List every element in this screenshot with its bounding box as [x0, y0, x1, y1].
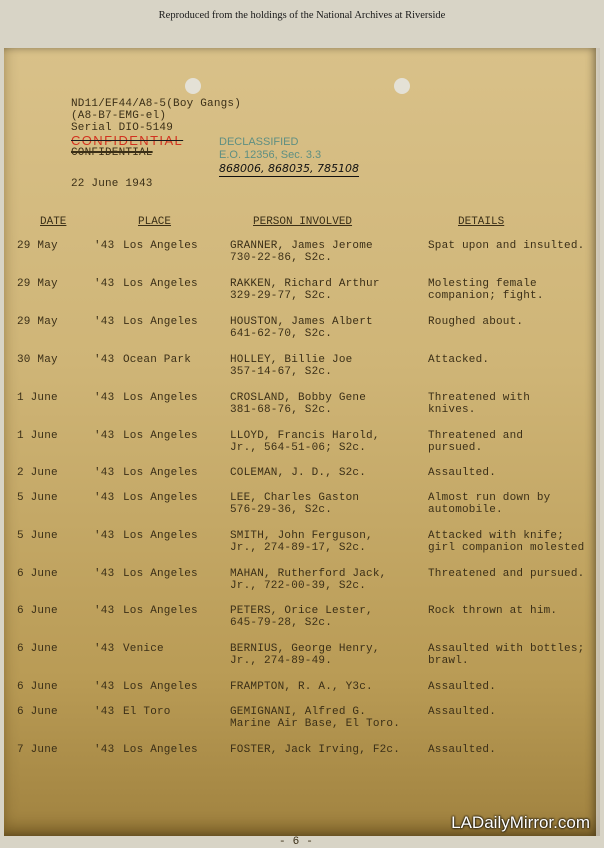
- column-header-details: DETAILS: [458, 216, 505, 228]
- row-person: Jr., 274-89-49.: [230, 655, 333, 667]
- row-year: '43: [94, 530, 115, 542]
- row-year: '43: [94, 744, 115, 756]
- row-place: Los Angeles: [123, 278, 198, 290]
- row-place: Los Angeles: [123, 568, 198, 580]
- row-details: girl companion molested: [428, 542, 585, 554]
- row-date: 5 June: [17, 492, 58, 504]
- declassified-label: DECLASSIFIED: [219, 136, 299, 148]
- row-date: 6 June: [17, 681, 58, 693]
- classification-typed: CONFIDENTIAL: [71, 147, 153, 159]
- row-person: BERNIUS, George Henry,: [230, 643, 380, 655]
- row-date: 2 June: [17, 467, 58, 479]
- row-date: 6 June: [17, 643, 58, 655]
- row-date: 5 June: [17, 530, 58, 542]
- row-details: Assaulted.: [428, 744, 497, 756]
- column-header-date: DATE: [40, 216, 67, 228]
- row-year: '43: [94, 643, 115, 655]
- document-page: [4, 48, 600, 848]
- page-number: - 6 -: [279, 836, 314, 848]
- row-place: Los Angeles: [123, 316, 198, 328]
- row-place: Los Angeles: [123, 392, 198, 404]
- row-details: Molesting female: [428, 278, 537, 290]
- row-person: Jr., 564-51-06; S2c.: [230, 442, 367, 454]
- row-person: Marine Air Base, El Toro.: [230, 718, 401, 730]
- row-year: '43: [94, 605, 115, 617]
- row-person: GEMIGNANI, Alfred G.: [230, 706, 367, 718]
- row-year: '43: [94, 492, 115, 504]
- row-person: 641-62-70, S2c.: [230, 328, 333, 340]
- row-person: COLEMAN, J. D., S2c.: [230, 467, 367, 479]
- row-details: knives.: [428, 404, 476, 416]
- executive-order: E.O. 12356, Sec. 3.3: [219, 149, 322, 161]
- serial-number: Serial DIO-5149: [71, 122, 174, 134]
- row-date: 29 May: [17, 316, 58, 328]
- row-place: Los Angeles: [123, 240, 198, 252]
- handwritten-numbers: 868006, 868035, 785108: [219, 162, 359, 175]
- row-person: LEE, Charles Gaston: [230, 492, 360, 504]
- row-date: 29 May: [17, 240, 58, 252]
- row-details: Assaulted.: [428, 706, 497, 718]
- row-date: 30 May: [17, 354, 58, 366]
- row-person: FOSTER, Jack Irving, F2c.: [230, 744, 401, 756]
- row-place: Los Angeles: [123, 605, 198, 617]
- row-person: 357-14-67, S2c.: [230, 366, 333, 378]
- row-date: 6 June: [17, 568, 58, 580]
- row-details: pursued.: [428, 442, 483, 454]
- row-year: '43: [94, 681, 115, 693]
- row-place: Los Angeles: [123, 492, 198, 504]
- row-details: Attacked with knife;: [428, 530, 565, 542]
- row-year: '43: [94, 354, 115, 366]
- row-person: MAHAN, Rutherford Jack,: [230, 568, 387, 580]
- row-details: Assaulted.: [428, 681, 497, 693]
- row-place: Los Angeles: [123, 530, 198, 542]
- punch-hole: [394, 78, 410, 94]
- row-person: 329-29-77, S2c.: [230, 290, 333, 302]
- row-person: SMITH, John Ferguson,: [230, 530, 373, 542]
- row-place: Los Angeles: [123, 744, 198, 756]
- row-date: 6 June: [17, 605, 58, 617]
- row-year: '43: [94, 568, 115, 580]
- row-year: '43: [94, 430, 115, 442]
- row-person: HOLLEY, Billie Joe: [230, 354, 353, 366]
- row-person: Jr., 274-89-17, S2c.: [230, 542, 367, 554]
- row-person: LLOYD, Francis Harold,: [230, 430, 380, 442]
- row-person: 381-68-76, S2c.: [230, 404, 333, 416]
- row-person: 730-22-86, S2c.: [230, 252, 333, 264]
- row-details: Almost run down by: [428, 492, 551, 504]
- column-header-person: PERSON INVOLVED: [253, 216, 353, 228]
- row-place: Ocean Park: [123, 354, 192, 366]
- row-place: El Toro: [123, 706, 171, 718]
- archive-note: Reproduced from the holdings of the National Archives at Riverside: [158, 10, 446, 21]
- row-year: '43: [94, 467, 115, 479]
- row-details: brawl.: [428, 655, 469, 667]
- row-date: 7 June: [17, 744, 58, 756]
- row-date: 6 June: [17, 706, 58, 718]
- punch-hole: [185, 78, 201, 94]
- row-details: Attacked.: [428, 354, 490, 366]
- row-details: Roughed about.: [428, 316, 524, 328]
- row-date: 1 June: [17, 430, 58, 442]
- row-place: Los Angeles: [123, 430, 198, 442]
- row-details: automobile.: [428, 504, 503, 516]
- row-details: Rock thrown at him.: [428, 605, 558, 617]
- row-date: 29 May: [17, 278, 58, 290]
- document-date: 22 June 1943: [71, 178, 153, 190]
- classification-stamp-red: CONFIDENTIAL: [71, 133, 184, 148]
- row-details: companion; fight.: [428, 290, 544, 302]
- row-date: 1 June: [17, 392, 58, 404]
- row-year: '43: [94, 240, 115, 252]
- row-details: Assaulted.: [428, 467, 497, 479]
- header-block: [71, 98, 241, 159]
- row-person: PETERS, Orice Lester,: [230, 605, 373, 617]
- row-details: Threatened and pursued.: [428, 568, 585, 580]
- row-place: Los Angeles: [123, 681, 198, 693]
- row-person: FRAMPTON, R. A., Y3c.: [230, 681, 373, 693]
- declassification-stamp: [219, 136, 359, 177]
- column-header-place: PLACE: [138, 216, 172, 228]
- row-details: Threatened and: [428, 430, 524, 442]
- row-person: HOUSTON, James Albert: [230, 316, 373, 328]
- row-year: '43: [94, 316, 115, 328]
- row-person: CROSLAND, Bobby Gene: [230, 392, 367, 404]
- row-place: Los Angeles: [123, 467, 198, 479]
- row-details: Threatened with: [428, 392, 531, 404]
- row-person: RAKKEN, Richard Arthur: [230, 278, 380, 290]
- file-reference-2: (A8-B7-EMG-el): [71, 110, 167, 122]
- row-person: Jr., 722-00-39, S2c.: [230, 580, 367, 592]
- file-reference: ND11/EF44/A8-5(Boy Gangs): [71, 98, 242, 110]
- row-year: '43: [94, 706, 115, 718]
- row-person: GRANNER, James Jerome: [230, 240, 373, 252]
- watermark: LADailyMirror.com: [451, 813, 590, 832]
- row-person: 645-79-28, S2c.: [230, 617, 333, 629]
- row-year: '43: [94, 392, 115, 404]
- row-person: 576-29-36, S2c.: [230, 504, 333, 516]
- row-place: Venice: [123, 643, 164, 655]
- row-details: Spat upon and insulted.: [428, 240, 585, 252]
- row-year: '43: [94, 278, 115, 290]
- row-details: Assaulted with bottles;: [428, 643, 585, 655]
